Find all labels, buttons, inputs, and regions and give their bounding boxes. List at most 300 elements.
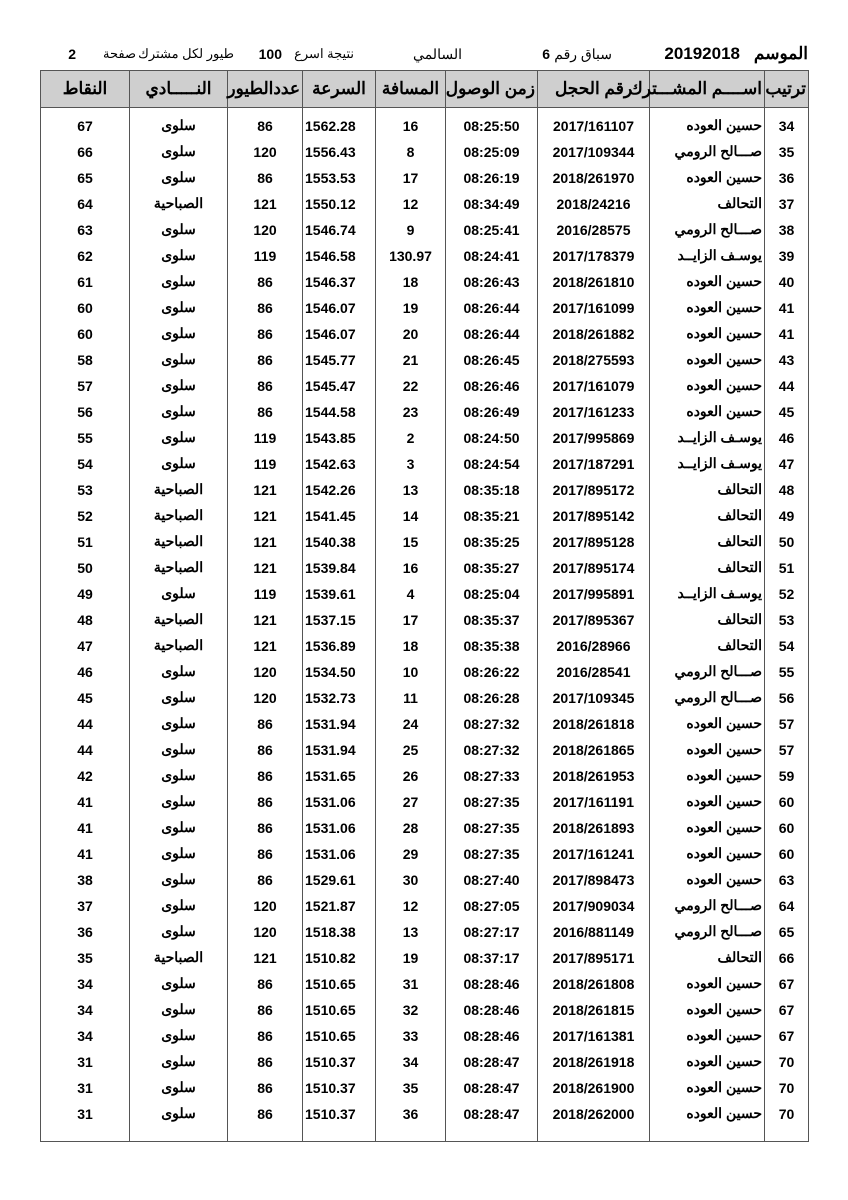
cell-speed: 1553.53: [303, 160, 376, 186]
cell-bird-count: 86: [228, 706, 303, 732]
table-row: [41, 472, 809, 498]
cell-bird-count: 119: [228, 446, 303, 472]
race-results-table: [40, 70, 809, 1142]
cell-rank: 46: [765, 420, 809, 446]
cell-ring-number: 2017/178379: [538, 238, 650, 264]
cell-points: 34: [41, 992, 130, 1018]
cell-ring-number: 2017/161381: [538, 1018, 650, 1044]
birds-per-participant-value: 100: [258, 46, 282, 62]
cell-speed: 1539.84: [303, 550, 376, 576]
cell-participant-name: حسين العوده: [650, 784, 765, 810]
cell-bird-count: 86: [228, 108, 303, 135]
cell-points: 49: [41, 576, 130, 602]
cell-distance: 12: [376, 186, 446, 212]
cell-club: الصباحية: [130, 498, 228, 524]
cell-bird-count: 119: [228, 420, 303, 446]
cell-points: 31: [41, 1044, 130, 1070]
cell-points: 53: [41, 472, 130, 498]
table-row: [41, 212, 809, 238]
cell-club: الصباحية: [130, 940, 228, 966]
cell-club: سلوى: [130, 394, 228, 420]
empty-cell: [765, 1122, 809, 1142]
cell-rank: 56: [765, 680, 809, 706]
cell-arrival-time: 08:27:40: [446, 862, 538, 888]
table-row: [41, 186, 809, 212]
cell-participant-name: التحالف: [650, 602, 765, 628]
cell-speed: 1518.38: [303, 914, 376, 940]
cell-club: الصباحية: [130, 472, 228, 498]
cell-speed: 1556.43: [303, 134, 376, 160]
cell-arrival-time: 08:37:17: [446, 940, 538, 966]
cell-ring-number: 2018/262000: [538, 1096, 650, 1122]
cell-distance: 22: [376, 368, 446, 394]
cell-ring-number: 2017/109345: [538, 680, 650, 706]
cell-arrival-time: 08:35:25: [446, 524, 538, 550]
cell-speed: 1540.38: [303, 524, 376, 550]
cell-points: 60: [41, 316, 130, 342]
cell-distance: 31: [376, 966, 446, 992]
cell-club: سلوى: [130, 758, 228, 784]
cell-distance: 17: [376, 160, 446, 186]
cell-participant-name: يوسـف الزايــد: [650, 238, 765, 264]
cell-participant-name: صـــالح الرومي: [650, 680, 765, 706]
cell-ring-number: 2018/261953: [538, 758, 650, 784]
cell-arrival-time: 08:28:46: [446, 992, 538, 1018]
cell-participant-name: حسين العوده: [650, 368, 765, 394]
cell-club: سلوى: [130, 264, 228, 290]
cell-speed: 1510.37: [303, 1096, 376, 1122]
cell-speed: 1531.06: [303, 784, 376, 810]
cell-points: 56: [41, 394, 130, 420]
cell-ring-number: 2018/24216: [538, 186, 650, 212]
cell-bird-count: 86: [228, 264, 303, 290]
cell-distance: 12: [376, 888, 446, 914]
cell-distance: 17: [376, 602, 446, 628]
cell-points: 60: [41, 290, 130, 316]
table-row: [41, 732, 809, 758]
column-header-club: النـــــادي: [130, 71, 228, 108]
cell-ring-number: 2017/161233: [538, 394, 650, 420]
cell-participant-name: حسين العوده: [650, 758, 765, 784]
cell-participant-name: التحالف: [650, 498, 765, 524]
cell-distance: 25: [376, 732, 446, 758]
cell-distance: 32: [376, 992, 446, 1018]
table-row: [41, 160, 809, 186]
cell-speed: 1510.65: [303, 992, 376, 1018]
cell-speed: 1539.61: [303, 576, 376, 602]
season-value: 20192018: [664, 44, 740, 63]
table-row: [41, 524, 809, 550]
table-row: [41, 966, 809, 992]
table-row: [41, 706, 809, 732]
cell-club: الصباحية: [130, 550, 228, 576]
cell-rank: 66: [765, 940, 809, 966]
cell-participant-name: التحالف: [650, 940, 765, 966]
cell-points: 38: [41, 862, 130, 888]
cell-distance: 4: [376, 576, 446, 602]
cell-points: 54: [41, 446, 130, 472]
cell-rank: 36: [765, 160, 809, 186]
cell-club: سلوى: [130, 368, 228, 394]
table-row: [41, 810, 809, 836]
cell-arrival-time: 08:24:54: [446, 446, 538, 472]
column-header-distance: المسافة: [376, 71, 446, 108]
cell-points: 34: [41, 966, 130, 992]
cell-ring-number: 2017/895171: [538, 940, 650, 966]
cell-speed: 1546.58: [303, 238, 376, 264]
cell-speed: 1545.47: [303, 368, 376, 394]
cell-points: 61: [41, 264, 130, 290]
cell-distance: 19: [376, 940, 446, 966]
cell-participant-name: صـــالح الرومي: [650, 212, 765, 238]
cell-points: 36: [41, 914, 130, 940]
cell-rank: 67: [765, 966, 809, 992]
cell-arrival-time: 08:26:22: [446, 654, 538, 680]
cell-points: 64: [41, 186, 130, 212]
cell-bird-count: 121: [228, 628, 303, 654]
table-header-row: [41, 71, 809, 108]
table-row: [41, 342, 809, 368]
cell-arrival-time: 08:28:47: [446, 1070, 538, 1096]
cell-rank: 70: [765, 1096, 809, 1122]
cell-club: سلوى: [130, 212, 228, 238]
cell-arrival-time: 08:27:35: [446, 810, 538, 836]
cell-club: سلوى: [130, 784, 228, 810]
cell-arrival-time: 08:27:32: [446, 732, 538, 758]
cell-rank: 34: [765, 108, 809, 135]
cell-bird-count: 86: [228, 290, 303, 316]
table-row: [41, 368, 809, 394]
cell-points: 44: [41, 732, 130, 758]
table-row: [41, 498, 809, 524]
cell-points: 42: [41, 758, 130, 784]
cell-arrival-time: 08:35:37: [446, 602, 538, 628]
cell-ring-number: 2017/895142: [538, 498, 650, 524]
cell-rank: 60: [765, 810, 809, 836]
cell-bird-count: 121: [228, 472, 303, 498]
cell-distance: 3: [376, 446, 446, 472]
cell-speed: 1521.87: [303, 888, 376, 914]
cell-club: سلوى: [130, 576, 228, 602]
cell-points: 31: [41, 1096, 130, 1122]
cell-participant-name: حسين العوده: [650, 1044, 765, 1070]
cell-ring-number: 2017/909034: [538, 888, 650, 914]
cell-arrival-time: 08:28:47: [446, 1096, 538, 1122]
table-row: [41, 680, 809, 706]
cell-speed: 1510.37: [303, 1044, 376, 1070]
race-info-header: [40, 40, 808, 70]
cell-distance: 10: [376, 654, 446, 680]
cell-distance: 13: [376, 914, 446, 940]
cell-arrival-time: 08:27:35: [446, 784, 538, 810]
table-row: [41, 784, 809, 810]
race-number-label: سباق رقم: [554, 46, 612, 62]
cell-club: سلوى: [130, 134, 228, 160]
cell-arrival-time: 08:26:44: [446, 290, 538, 316]
cell-points: 55: [41, 420, 130, 446]
cell-distance: 34: [376, 1044, 446, 1070]
table-row: [41, 758, 809, 784]
cell-participant-name: يوسـف الزايــد: [650, 420, 765, 446]
cell-rank: 57: [765, 706, 809, 732]
empty-cell: [650, 1122, 765, 1142]
cell-arrival-time: 08:26:44: [446, 316, 538, 342]
cell-ring-number: 2017/161079: [538, 368, 650, 394]
cell-arrival-time: 08:25:50: [446, 108, 538, 135]
table-row: [41, 108, 809, 135]
cell-arrival-time: 08:25:04: [446, 576, 538, 602]
cell-distance: 26: [376, 758, 446, 784]
table-row: [41, 862, 809, 888]
table-row: [41, 264, 809, 290]
cell-ring-number: 2018/261810: [538, 264, 650, 290]
cell-distance: 29: [376, 836, 446, 862]
cell-arrival-time: 08:26:46: [446, 368, 538, 394]
cell-arrival-time: 08:35:21: [446, 498, 538, 524]
table-row: [41, 888, 809, 914]
cell-points: 48: [41, 602, 130, 628]
cell-speed: 1510.82: [303, 940, 376, 966]
cell-rank: 43: [765, 342, 809, 368]
cell-bird-count: 120: [228, 212, 303, 238]
cell-ring-number: 2018/261865: [538, 732, 650, 758]
cell-speed: 1541.45: [303, 498, 376, 524]
cell-distance: 23: [376, 394, 446, 420]
cell-participant-name: حسين العوده: [650, 1096, 765, 1122]
cell-ring-number: 2018/261900: [538, 1070, 650, 1096]
cell-distance: 16: [376, 550, 446, 576]
cell-ring-number: 2018/261882: [538, 316, 650, 342]
cell-distance: 24: [376, 706, 446, 732]
cell-bird-count: 120: [228, 654, 303, 680]
table-row: [41, 914, 809, 940]
cell-bird-count: 121: [228, 602, 303, 628]
cell-rank: 38: [765, 212, 809, 238]
cell-bird-count: 86: [228, 1018, 303, 1044]
cell-rank: 35: [765, 134, 809, 160]
cell-ring-number: 2017/895172: [538, 472, 650, 498]
cell-rank: 40: [765, 264, 809, 290]
cell-distance: 33: [376, 1018, 446, 1044]
cell-ring-number: 2017/895367: [538, 602, 650, 628]
empty-cell: [130, 1122, 228, 1142]
cell-ring-number: 2018/261893: [538, 810, 650, 836]
cell-rank: 50: [765, 524, 809, 550]
cell-arrival-time: 08:26:19: [446, 160, 538, 186]
cell-club: الصباحية: [130, 524, 228, 550]
cell-club: سلوى: [130, 966, 228, 992]
cell-club: سلوى: [130, 992, 228, 1018]
cell-bird-count: 121: [228, 940, 303, 966]
cell-speed: 1531.06: [303, 836, 376, 862]
cell-speed: 1550.12: [303, 186, 376, 212]
cell-club: سلوى: [130, 1018, 228, 1044]
cell-points: 31: [41, 1070, 130, 1096]
cell-arrival-time: 08:25:41: [446, 212, 538, 238]
cell-participant-name: التحالف: [650, 550, 765, 576]
cell-arrival-time: 08:27:17: [446, 914, 538, 940]
cell-speed: 1531.94: [303, 732, 376, 758]
cell-ring-number: 2017/161099: [538, 290, 650, 316]
cell-bird-count: 121: [228, 524, 303, 550]
table-row: [41, 654, 809, 680]
cell-bird-count: 86: [228, 316, 303, 342]
cell-bird-count: 121: [228, 550, 303, 576]
cell-club: سلوى: [130, 342, 228, 368]
cell-club: سلوى: [130, 238, 228, 264]
cell-ring-number: 2018/261815: [538, 992, 650, 1018]
cell-participant-name: يوسـف الزايــد: [650, 576, 765, 602]
cell-rank: 63: [765, 862, 809, 888]
cell-distance: 16: [376, 108, 446, 135]
cell-bird-count: 86: [228, 784, 303, 810]
cell-arrival-time: 08:26:45: [446, 342, 538, 368]
cell-bird-count: 86: [228, 836, 303, 862]
cell-participant-name: حسين العوده: [650, 992, 765, 1018]
cell-points: 37: [41, 888, 130, 914]
cell-rank: 41: [765, 316, 809, 342]
cell-club: سلوى: [130, 446, 228, 472]
cell-distance: 21: [376, 342, 446, 368]
cell-participant-name: صـــالح الرومي: [650, 134, 765, 160]
cell-points: 58: [41, 342, 130, 368]
cell-participant-name: حسين العوده: [650, 290, 765, 316]
cell-rank: 65: [765, 914, 809, 940]
cell-rank: 45: [765, 394, 809, 420]
cell-bird-count: 120: [228, 888, 303, 914]
column-header-speed: السرعة: [303, 71, 376, 108]
cell-participant-name: حسين العوده: [650, 810, 765, 836]
cell-speed: 1543.85: [303, 420, 376, 446]
cell-arrival-time: 08:26:49: [446, 394, 538, 420]
cell-club: سلوى: [130, 732, 228, 758]
cell-points: 35: [41, 940, 130, 966]
cell-club: سلوى: [130, 654, 228, 680]
cell-speed: 1531.94: [303, 706, 376, 732]
birds-per-participant-label: طيور لكل مشترك: [138, 46, 234, 61]
cell-participant-name: حسين العوده: [650, 108, 765, 135]
cell-points: 63: [41, 212, 130, 238]
cell-rank: 64: [765, 888, 809, 914]
cell-club: سلوى: [130, 1044, 228, 1070]
cell-participant-name: التحالف: [650, 472, 765, 498]
cell-ring-number: 2017/895128: [538, 524, 650, 550]
cell-bird-count: 120: [228, 680, 303, 706]
cell-arrival-time: 08:27:35: [446, 836, 538, 862]
cell-club: سلوى: [130, 316, 228, 342]
cell-rank: 48: [765, 472, 809, 498]
cell-distance: 9: [376, 212, 446, 238]
cell-speed: 1546.74: [303, 212, 376, 238]
cell-speed: 1546.07: [303, 290, 376, 316]
table-row: [41, 576, 809, 602]
cell-points: 62: [41, 238, 130, 264]
table-row: [41, 628, 809, 654]
cell-participant-name: حسين العوده: [650, 836, 765, 862]
season-label: الموسم: [753, 44, 808, 63]
cell-speed: 1536.89: [303, 628, 376, 654]
empty-cell: [228, 1122, 303, 1142]
cell-bird-count: 86: [228, 992, 303, 1018]
cell-arrival-time: 08:26:28: [446, 680, 538, 706]
cell-participant-name: حسين العوده: [650, 1018, 765, 1044]
cell-participant-name: التحالف: [650, 524, 765, 550]
cell-ring-number: 2017/109344: [538, 134, 650, 160]
cell-rank: 60: [765, 836, 809, 862]
cell-bird-count: 86: [228, 1096, 303, 1122]
cell-arrival-time: 08:27:05: [446, 888, 538, 914]
cell-distance: 14: [376, 498, 446, 524]
cell-bird-count: 86: [228, 758, 303, 784]
page-label: صفحة: [103, 46, 136, 61]
cell-club: الصباحية: [130, 186, 228, 212]
cell-bird-count: 119: [228, 576, 303, 602]
cell-points: 41: [41, 810, 130, 836]
cell-club: سلوى: [130, 706, 228, 732]
cell-participant-name: حسين العوده: [650, 342, 765, 368]
cell-arrival-time: 08:28:46: [446, 966, 538, 992]
cell-ring-number: 2017/161107: [538, 108, 650, 135]
cell-rank: 47: [765, 446, 809, 472]
cell-ring-number: 2017/898473: [538, 862, 650, 888]
cell-speed: 1562.28: [303, 108, 376, 135]
cell-ring-number: 2017/161241: [538, 836, 650, 862]
cell-rank: 57: [765, 732, 809, 758]
cell-points: 34: [41, 1018, 130, 1044]
cell-distance: 15: [376, 524, 446, 550]
cell-ring-number: 2016/881149: [538, 914, 650, 940]
table-row: [41, 602, 809, 628]
cell-participant-name: صـــالح الرومي: [650, 914, 765, 940]
column-header-bird-count: عددالطيور: [228, 71, 303, 108]
cell-distance: 130.97: [376, 238, 446, 264]
result-label: نتيجة اسرع: [294, 46, 354, 61]
cell-bird-count: 120: [228, 134, 303, 160]
cell-rank: 44: [765, 368, 809, 394]
cell-rank: 60: [765, 784, 809, 810]
cell-arrival-time: 08:25:09: [446, 134, 538, 160]
table-row: [41, 134, 809, 160]
cell-speed: 1542.26: [303, 472, 376, 498]
cell-club: سلوى: [130, 160, 228, 186]
empty-cell: [41, 1122, 130, 1142]
cell-club: سلوى: [130, 888, 228, 914]
table-row: [41, 420, 809, 446]
cell-speed: 1546.07: [303, 316, 376, 342]
cell-club: سلوى: [130, 290, 228, 316]
cell-participant-name: حسين العوده: [650, 394, 765, 420]
cell-points: 50: [41, 550, 130, 576]
cell-distance: 11: [376, 680, 446, 706]
table-row: [41, 1070, 809, 1096]
cell-club: سلوى: [130, 914, 228, 940]
cell-speed: 1510.65: [303, 966, 376, 992]
cell-rank: 70: [765, 1044, 809, 1070]
cell-speed: 1542.63: [303, 446, 376, 472]
table-row: [41, 550, 809, 576]
table-row: [41, 290, 809, 316]
cell-bird-count: 121: [228, 186, 303, 212]
cell-points: 52: [41, 498, 130, 524]
cell-rank: 70: [765, 1070, 809, 1096]
cell-rank: 59: [765, 758, 809, 784]
cell-participant-name: حسين العوده: [650, 862, 765, 888]
table-row: [41, 1018, 809, 1044]
cell-distance: 27: [376, 784, 446, 810]
cell-distance: 18: [376, 264, 446, 290]
cell-bird-count: 120: [228, 914, 303, 940]
cell-club: سلوى: [130, 680, 228, 706]
